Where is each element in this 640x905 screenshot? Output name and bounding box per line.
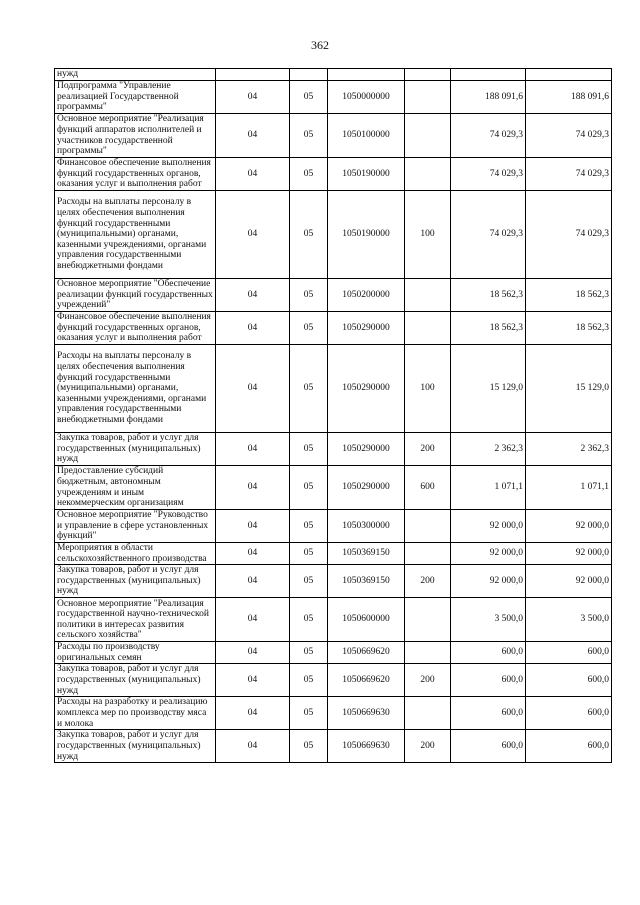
cell-name: Закупка товаров, работ и услуг для государственных (муниципальных) нужд (55, 565, 216, 598)
cell-target-article: 1050669620 (328, 664, 405, 697)
cell-sum-2: 74 029,3 (526, 114, 612, 158)
cell-sum-1: 1 071,1 (451, 466, 526, 510)
cell-section: 04 (216, 565, 290, 598)
cell-name: Подпрограмма "Управление реализацией Государственной программы" (55, 81, 216, 114)
table-row (55, 543, 612, 565)
cell-sum-1: 74 029,3 (451, 114, 526, 158)
table-row (55, 312, 612, 345)
cell-sum-2 (526, 69, 612, 81)
cell-expense-type (405, 510, 451, 543)
cell-expense-type: 200 (405, 565, 451, 598)
cell-sum-1: 600,0 (451, 730, 526, 763)
cell-section: 04 (216, 114, 290, 158)
cell-sum-2: 600,0 (526, 642, 612, 664)
cell-name: Основное мероприятие "Реализация государственной научно-технической политики в интересах развития сельского хозяйства" (55, 598, 216, 642)
cell-sum-2: 2 362,3 (526, 433, 612, 466)
cell-sum-1: 74 029,3 (451, 191, 526, 279)
cell-sum-2: 74 029,3 (526, 158, 612, 191)
cell-sum-1: 2 362,3 (451, 433, 526, 466)
cell-name: Предоставление субсидий бюджетным, автономным учреждениям и иным некоммерческим организациям (55, 466, 216, 510)
cell-expense-type: 600 (405, 466, 451, 510)
cell-target-article: 1050000000 (328, 81, 405, 114)
cell-target-article: 1050600000 (328, 598, 405, 642)
cell-expense-type (405, 81, 451, 114)
cell-target-article: 1050190000 (328, 158, 405, 191)
cell-sum-1: 92 000,0 (451, 565, 526, 598)
cell-subsection: 05 (290, 158, 328, 191)
cell-expense-type (405, 543, 451, 565)
cell-target-article: 1050290000 (328, 466, 405, 510)
cell-section: 04 (216, 543, 290, 565)
cell-section: 04 (216, 191, 290, 279)
table-row (55, 642, 612, 664)
cell-expense-type: 200 (405, 730, 451, 763)
cell-name: Расходы на выплаты персоналу в целях обеспечения выполнения функций государственными (муниципальными) органами, казенными учреждениями, органами управления государственными внебюджетными фондами (55, 345, 216, 433)
cell-subsection: 05 (290, 466, 328, 510)
cell-sum-1: 92 000,0 (451, 510, 526, 543)
cell-section: 04 (216, 81, 290, 114)
cell-name: Финансовое обеспечение выполнения функций государственных органов, оказания услуг и выполнения работ (55, 158, 216, 191)
cell-name: Расходы на разработку и реализацию комплекса мер по производству мяса и молока (55, 697, 216, 730)
cell-expense-type (405, 598, 451, 642)
table-row (55, 433, 612, 466)
cell-section: 04 (216, 279, 290, 312)
cell-sum-1: 92 000,0 (451, 543, 526, 565)
table-body (55, 69, 612, 763)
cell-name: Основное мероприятие "Реализация функций аппаратов исполнителей и участников государственной программы" (55, 114, 216, 158)
cell-target-article: 1050669630 (328, 730, 405, 763)
cell-target-article: 1050300000 (328, 510, 405, 543)
cell-name: Закупка товаров, работ и услуг для государственных (муниципальных) нужд (55, 433, 216, 466)
cell-target-article: 1050669630 (328, 697, 405, 730)
cell-name: Финансовое обеспечение выполнения функций государственных органов, оказания услуг и выполнения работ (55, 312, 216, 345)
cell-sum-1 (451, 69, 526, 81)
cell-subsection: 05 (290, 312, 328, 345)
cell-subsection: 05 (290, 642, 328, 664)
cell-expense-type (405, 114, 451, 158)
cell-sum-1: 600,0 (451, 642, 526, 664)
cell-target-article: 1050290000 (328, 312, 405, 345)
table-row (55, 730, 612, 763)
cell-section: 04 (216, 345, 290, 433)
cell-sum-1: 18 562,3 (451, 279, 526, 312)
table-row (55, 114, 612, 158)
cell-expense-type: 100 (405, 345, 451, 433)
cell-sum-2: 92 000,0 (526, 543, 612, 565)
table-row (55, 565, 612, 598)
cell-target-article: 1050290000 (328, 345, 405, 433)
cell-name: Закупка товаров, работ и услуг для государственных (муниципальных) нужд (55, 730, 216, 763)
table-row (55, 466, 612, 510)
page-number: 362 (311, 38, 329, 52)
cell-expense-type (405, 697, 451, 730)
cell-section: 04 (216, 312, 290, 345)
cell-sum-1: 18 562,3 (451, 312, 526, 345)
cell-expense-type: 200 (405, 433, 451, 466)
table-row (55, 279, 612, 312)
cell-section: 04 (216, 466, 290, 510)
cell-sum-2: 600,0 (526, 730, 612, 763)
table-row (55, 598, 612, 642)
cell-sum-1: 600,0 (451, 697, 526, 730)
cell-subsection: 05 (290, 279, 328, 312)
cell-subsection (290, 69, 328, 81)
cell-subsection: 05 (290, 543, 328, 565)
cell-target-article: 1050200000 (328, 279, 405, 312)
cell-subsection: 05 (290, 697, 328, 730)
cell-sum-2: 15 129,0 (526, 345, 612, 433)
cell-subsection: 05 (290, 598, 328, 642)
table-row (55, 69, 612, 81)
cell-subsection: 05 (290, 345, 328, 433)
cell-subsection: 05 (290, 191, 328, 279)
cell-subsection: 05 (290, 510, 328, 543)
cell-section: 04 (216, 510, 290, 543)
cell-expense-type (405, 279, 451, 312)
cell-target-article (328, 69, 405, 81)
cell-sum-2: 600,0 (526, 664, 612, 697)
cell-sum-2: 92 000,0 (526, 510, 612, 543)
cell-sum-1: 15 129,0 (451, 345, 526, 433)
cell-expense-type (405, 69, 451, 81)
cell-sum-2: 3 500,0 (526, 598, 612, 642)
cell-name: Основное мероприятие "Обеспечение реализации функций государственных учреждений" (55, 279, 216, 312)
table-row (55, 345, 612, 433)
cell-target-article: 1050290000 (328, 433, 405, 466)
cell-sum-1: 74 029,3 (451, 158, 526, 191)
cell-sum-2: 74 029,3 (526, 191, 612, 279)
cell-expense-type (405, 158, 451, 191)
cell-section: 04 (216, 697, 290, 730)
cell-sum-2: 188 091,6 (526, 81, 612, 114)
table-row (55, 664, 612, 697)
cell-name: Расходы на выплаты персоналу в целях обеспечения выполнения функций государственными (муниципальными) органами, казенными учреждениями, органами управления государственными внебюджетными фондами (55, 191, 216, 279)
cell-section: 04 (216, 664, 290, 697)
table-row (55, 81, 612, 114)
table-row (55, 697, 612, 730)
cell-section: 04 (216, 158, 290, 191)
cell-name: Мероприятия в области сельскохозяйственного производства (55, 543, 216, 565)
cell-target-article: 1050100000 (328, 114, 405, 158)
cell-sum-2: 18 562,3 (526, 312, 612, 345)
table-row (55, 158, 612, 191)
budget-table (54, 68, 612, 763)
cell-section: 04 (216, 642, 290, 664)
cell-target-article: 1050190000 (328, 191, 405, 279)
cell-target-article: 1050369150 (328, 565, 405, 598)
cell-target-article: 1050369150 (328, 543, 405, 565)
cell-subsection: 05 (290, 730, 328, 763)
cell-expense-type (405, 312, 451, 345)
cell-sum-2: 18 562,3 (526, 279, 612, 312)
table-row (55, 510, 612, 543)
cell-sum-2: 1 071,1 (526, 466, 612, 510)
cell-subsection: 05 (290, 433, 328, 466)
cell-expense-type (405, 642, 451, 664)
cell-section (216, 69, 290, 81)
cell-subsection: 05 (290, 565, 328, 598)
cell-subsection: 05 (290, 81, 328, 114)
cell-subsection: 05 (290, 664, 328, 697)
cell-expense-type: 100 (405, 191, 451, 279)
cell-name: нужд (55, 69, 216, 81)
cell-sum-2: 600,0 (526, 697, 612, 730)
cell-section: 04 (216, 730, 290, 763)
cell-subsection: 05 (290, 114, 328, 158)
cell-target-article: 1050669620 (328, 642, 405, 664)
cell-sum-2: 92 000,0 (526, 565, 612, 598)
cell-sum-1: 3 500,0 (451, 598, 526, 642)
cell-name: Расходы по производству оригинальных семян (55, 642, 216, 664)
cell-sum-1: 188 091,6 (451, 81, 526, 114)
cell-name: Закупка товаров, работ и услуг для государственных (муниципальных) нужд (55, 664, 216, 697)
cell-section: 04 (216, 433, 290, 466)
cell-name: Основное мероприятие "Руководство и управление в сфере установленных функций" (55, 510, 216, 543)
cell-section: 04 (216, 598, 290, 642)
table-row (55, 191, 612, 279)
cell-sum-1: 600,0 (451, 664, 526, 697)
cell-expense-type: 200 (405, 664, 451, 697)
